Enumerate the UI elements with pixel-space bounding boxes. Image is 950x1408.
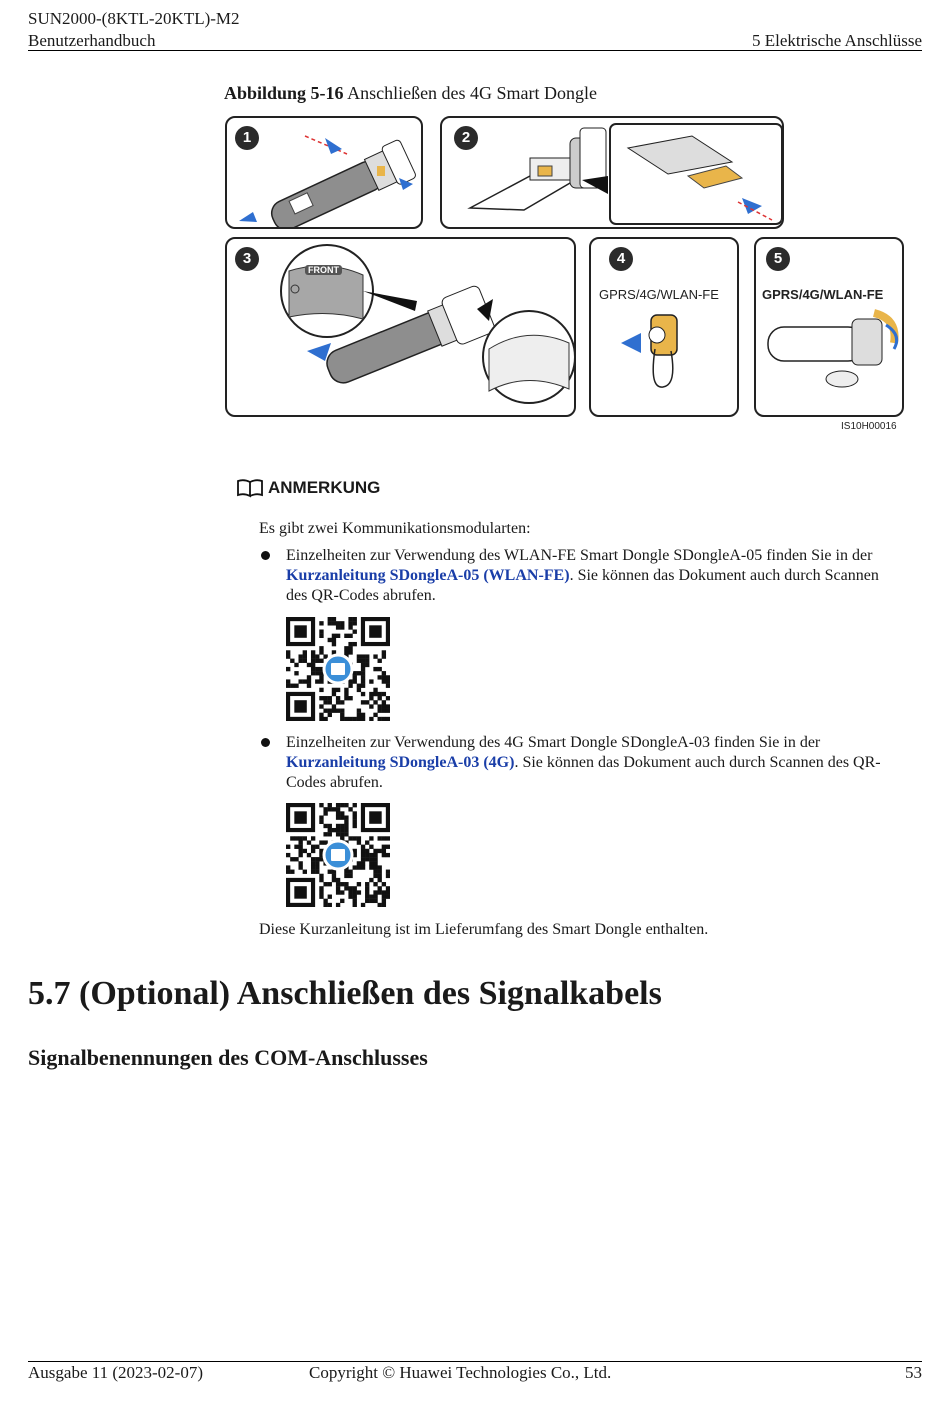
- qr-code-sdonglea-05[interactable]: [286, 617, 390, 721]
- step-number-5: 5: [766, 247, 790, 271]
- figure-panel-5: [754, 237, 904, 417]
- header-product: SUN2000-(8KTL-20KTL)-M2: [28, 9, 240, 28]
- bullet-dot: [261, 738, 270, 747]
- note-item-1-line3: des QR-Codes abrufen.: [286, 587, 436, 604]
- note-item-1-line2: Kurzanleitung SDongleA-05 (WLAN-FE). Sie können das Dokument auch durch Scannen: [286, 567, 879, 584]
- figure-panel-3: [225, 237, 576, 417]
- link-sdonglea-05[interactable]: Kurzanleitung SDongleA-05 (WLAN-FE): [286, 567, 570, 584]
- section-title: 5.7 (Optional) Anschließen des Signalkabels: [28, 975, 662, 1012]
- note-item-2-line2: Kurzanleitung SDongleA-03 (4G). Sie können das Dokument auch durch Scannen des QR-: [286, 754, 881, 771]
- port-label-4: GPRS/4G/WLAN-FE: [599, 287, 719, 302]
- header-chapter: 5 Elektrische Anschlüsse: [752, 31, 922, 50]
- note-item-1-line1: Einzelheiten zur Verwendung des WLAN-FE Smart Dongle SDongleA-05 finden Sie in der: [286, 547, 873, 564]
- note-title: ANMERKUNG: [268, 478, 381, 497]
- note-intro: Es gibt zwei Kommunikationsmodularten:: [259, 520, 531, 537]
- footer-rule: [28, 1361, 922, 1362]
- note-item-2-line3: Codes abrufen.: [286, 774, 383, 791]
- qr-code-sdonglea-03[interactable]: [286, 803, 390, 907]
- figure-id: IS10H00016: [841, 421, 897, 432]
- book-icon: [236, 478, 266, 498]
- header-doc-type: Benutzerhandbuch: [28, 31, 156, 50]
- footer-edition: Ausgabe 11 (2023-02-07): [28, 1363, 203, 1382]
- figure-label: Abbildung 5-16: [224, 83, 344, 103]
- dongle-front-label: FRONT: [305, 265, 342, 275]
- step-number-3: 3: [235, 247, 259, 271]
- link-sdonglea-03[interactable]: Kurzanleitung SDongleA-03 (4G): [286, 754, 515, 771]
- figure-caption: [224, 83, 597, 104]
- figure-caption-text: Anschließen des 4G Smart Dongle: [347, 83, 598, 103]
- port-label-5: GPRS/4G/WLAN-FE: [762, 287, 884, 302]
- step-number-2: 2: [454, 126, 478, 150]
- header-rule: [28, 50, 922, 51]
- sim-card-insert-illustration: [442, 118, 784, 229]
- figure-panel-2: [440, 116, 784, 229]
- note-item-2-line1: Einzelheiten zur Verwendung des 4G Smart Dongle SDongleA-03 finden Sie in der: [286, 734, 821, 751]
- step-number-1: 1: [235, 126, 259, 150]
- dongle-insert-illustration: [227, 239, 576, 417]
- figure-panel-4: [589, 237, 739, 417]
- bullet-dot: [261, 551, 270, 560]
- footer-copyright: Copyright © Huawei Technologies Co., Ltd.: [309, 1363, 612, 1382]
- note-item-2: [286, 733, 916, 793]
- note-outro: Diese Kurzanleitung ist im Lieferumfang des Smart Dongle enthalten.: [259, 921, 709, 938]
- section-subtitle: Signalbenennungen des COM-Anschlusses: [28, 1045, 428, 1070]
- note-item-1: [286, 546, 916, 606]
- footer-page-number: 53: [905, 1363, 922, 1382]
- step-number-4: 4: [609, 247, 633, 271]
- figure-panel-1: [225, 116, 423, 229]
